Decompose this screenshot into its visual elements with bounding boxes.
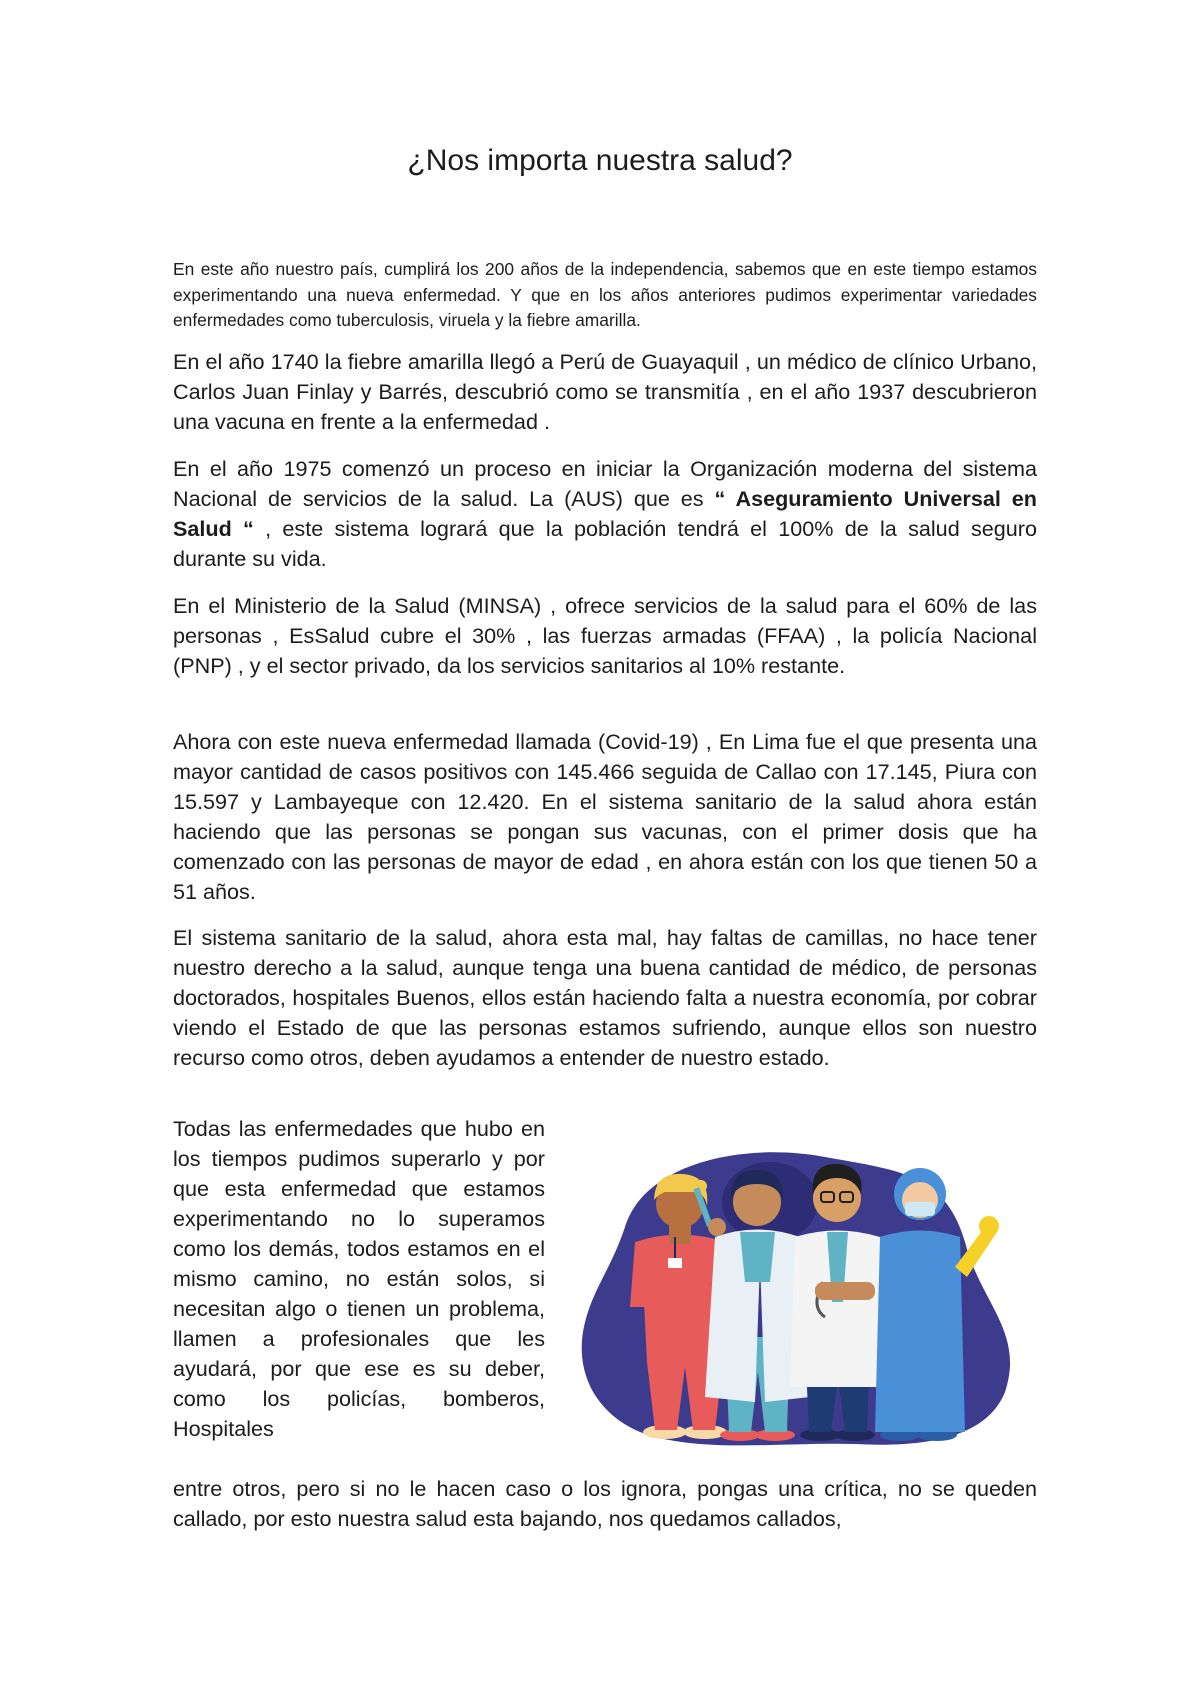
paragraph-minsa: En el Ministerio de la Salud (MINSA) , ofrece servicios de la salud para el 60% de las personas , EsSalud cubre el 30% , las fuerzas armadas (FFAA) , la policía Nacional (PNP) , y el sector privado, da los servicios sanitarios al 10% restante. <box>173 593 1037 678</box>
intro-paragraph: En este año nuestro país, cumplirá los 200 años de la independencia, sabemos que en este tiempo estamos experimentando una nueva enfermedad. Y que en los años anteriores pudimos experimentar variedades enfermedades como tuberculosis, viruela y la fiebre amarilla. <box>173 259 1037 330</box>
aus-text-after: , este sistema logrará que la población tendrá el 100% de la salud seguro durante su vida. <box>173 516 1037 571</box>
aus-text-before: En el año 1975 comenzó un proceso en iniciar la Organización moderna del sistema Nacional de servicios de la salud. La (AUS) que es <box>173 456 1037 511</box>
medical-staff-illustration <box>565 1132 1035 1462</box>
paragraph-aus <box>173 454 1037 574</box>
paragraph-yellow-fever: En el año 1740 la fiebre amarilla llegó a Perú de Guayaquil , un médico de clínico Urbano, Carlos Juan Finlay y Barrés, descubrió como se transmitía , en el año 1937 descubrieron una vacuna en frente a la enfermedad . <box>173 349 1037 434</box>
paragraph-health-system: El sistema sanitario de la salud, ahora esta mal, hay faltas de camillas, no hace tener nuestro derecho a la salud, aunque tenga una buena cantidad de médico, de personas doctorados, hospitales Buenos, ellos están haciendo falta a nuestra economía, por cobrar viendo el Estado de que las personas estamos sufriendo, aunque ellos son nuestro recurso como otros, deben ayudamos a entender de nuestro estado. <box>173 925 1037 1070</box>
paragraph-tail: entre otros, pero si no le hacen caso o los ignora, pongas una crítica, no se queden callado, por esto nuestra salud esta bajando, nos quedamos callados, <box>173 1476 1037 1531</box>
paragraph-wrapped-left: Todas las enfermedades que hubo en los tiempos pudimos superarlo y por que esta enfermedad que estamos experimentando no lo superamos como los demás, todos estamos en el mismo camino, no están solos, si necesitan algo o tienen un problema, llamen a profesionales que les ayudará, por que ese es su deber, como los policías, bomberos, Hospitales <box>173 1116 545 1441</box>
aus-bold-term: “ Aseguramiento Universal en Salud “ <box>173 486 1037 541</box>
page-title: ¿Nos importa nuestra salud? <box>407 144 793 177</box>
paragraph-covid: Ahora con este nueva enfermedad llamada (Covid-19) , En Lima fue el que presenta una mayor cantidad de casos positivos con 145.466 seguida de Callao con 17.145, Piura con 15.597 y Lambayeque con 12.420. En el sistema sanitario de la salud ahora están haciendo que las personas se pongan sus vacunas, con el primer dosis que ha comenzado con las personas de mayor de edad , en ahora están con los que tienen 50 a 51 años. <box>173 729 1037 904</box>
